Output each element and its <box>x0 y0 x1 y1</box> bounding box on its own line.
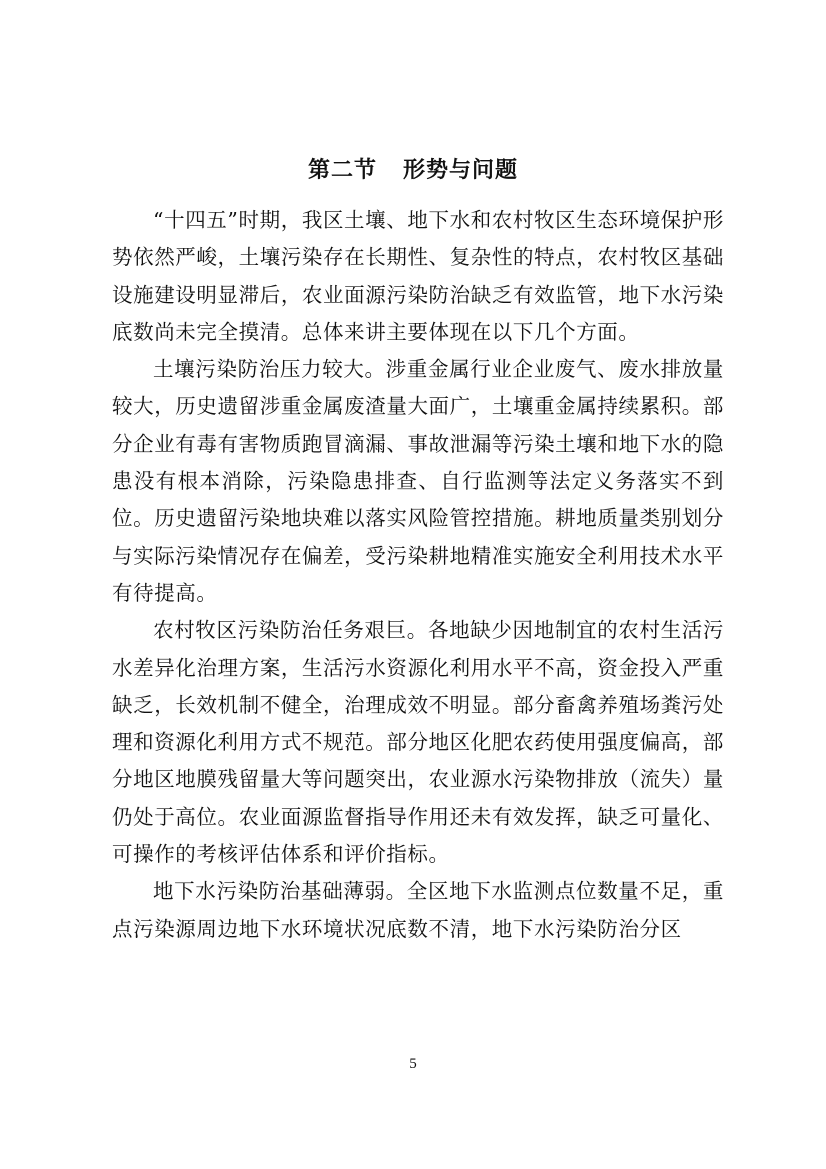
section-number: 第二节 <box>307 158 377 183</box>
paragraph-soil-pollution: 土壤污染防治压力较大。涉重金属行业企业废气、废水排放量较大，历史遗留涉重金属废渣量大面广，土壤重金属持续累积。部分企业有毒有害物质跑冒滴漏、事故泄漏等污染土壤和地下水的隐患没有根本消除，污染隐患排查、自行监测等法定义务落实不到位。历史遗留污染地块难以落实风险管控措施。耕地质量类别划分与实际污染情况存在偏差，受污染耕地精准实施安全利用技术水平有待提高。 <box>112 357 724 605</box>
page-number: 5 <box>409 1056 417 1072</box>
paragraph-rural-pollution: 农村牧区污染防治任务艰巨。各地缺少因地制宜的农村生活污水差异化治理方案，生活污水资源化利用水平不高，资金投入严重缺乏，长效机制不健全，治理成效不明显。部分畜禽养殖场粪污处理和资源化利用方式不规范。部分地区化肥农药使用强度偏高，部分地区地膜残留量大等问题突出，农业源水污染物排放（流失）量仍处于高位。农业面源监督指导作用还未有效发挥，缺乏可量化、可操作的考核评估体系和评价指标。 <box>112 618 724 867</box>
body-text <box>112 202 724 948</box>
paragraph-overview: “十四五”时期，我区土壤、地下水和农村牧区生态环境保护形势依然严峻，土壤污染存在长期性、复杂性的特点，农村牧区基础设施建设明显滞后，农业面源污染防治缺乏有效监管，地下水污染底数尚未完全摸清。总体来讲主要体现在以下几个方面。 <box>112 208 724 344</box>
section-title-text: 形势与问题 <box>403 158 519 183</box>
section-heading <box>0 155 826 187</box>
paragraph-groundwater: 地下水污染防治基础薄弱。全区地下水监测点位数量不足，重点污染源周边地下水环境状况底数不清，地下水污染防治分区 <box>112 879 724 941</box>
